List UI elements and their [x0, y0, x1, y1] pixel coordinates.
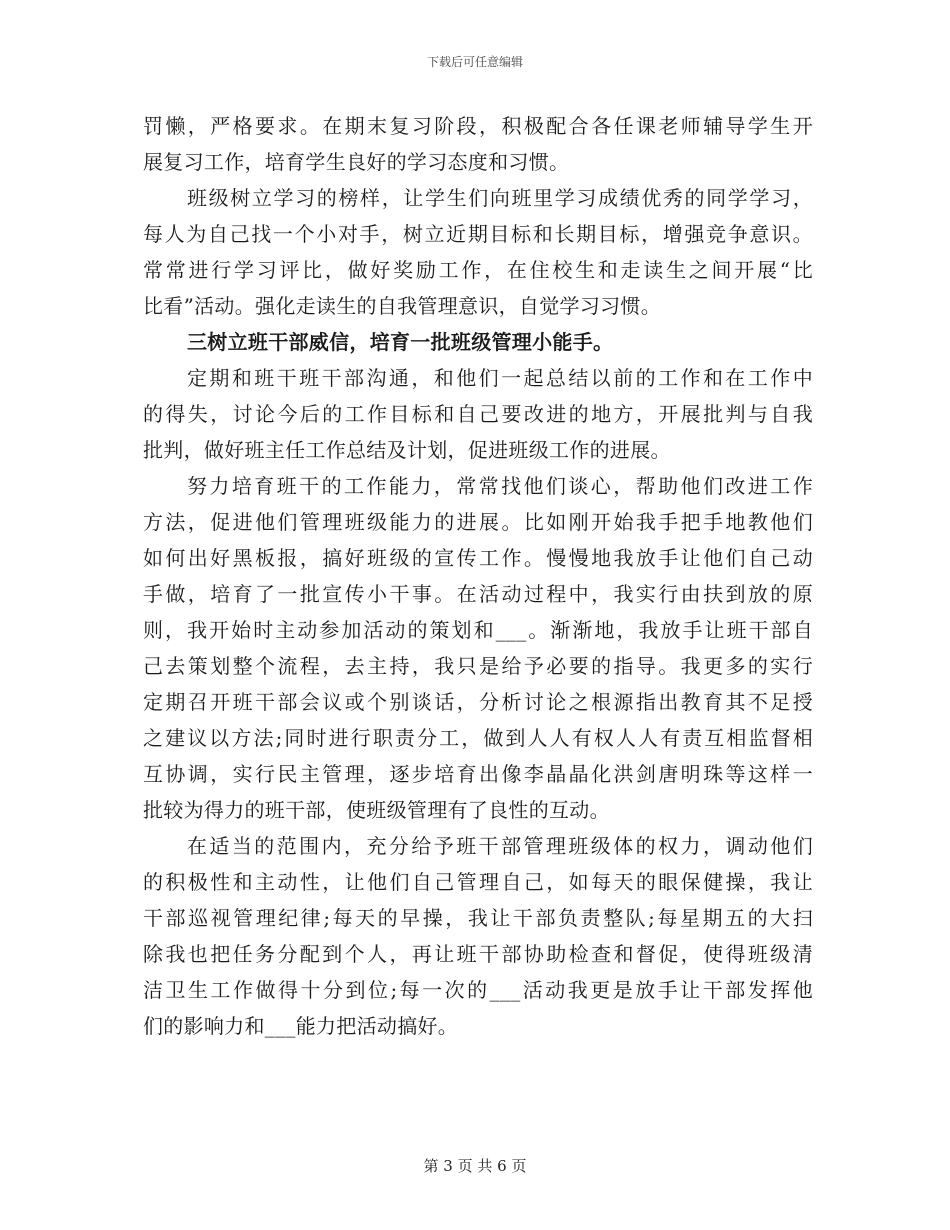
text-line: 手做，培育了一批宣传小干事。在活动过程中，我实行由扶到放的原	[143, 582, 813, 606]
section-heading: 三树立班干部威信，培育一批班级管理小能手。	[187, 330, 614, 354]
text-line: 班级树立学习的榜样，让学生们向班里学习成绩优秀的同学学习，	[187, 186, 813, 210]
text-line: 干部巡视管理纪律;每天的早操，我让干部负责整队;每星期五的大扫	[143, 906, 813, 930]
text-line: 的积极性和主动性，让他们自己管理自己，如每天的眼保健操，我让	[143, 870, 813, 894]
text-line: 己去策划整个流程，去主持，我只是给予必要的指导。我更多的实行	[143, 654, 813, 678]
text-line: 如何出好黑板报，搞好班级的宣传工作。慢慢地我放手让他们自己动	[143, 546, 813, 570]
text-line: 批较为得力的班干部，使班级管理有了良性的互动。	[143, 798, 610, 822]
text-line: 定期和班干班干部沟通，和他们一起总结以前的工作和在工作中	[187, 366, 813, 390]
text-line: 展复习工作，培育学生良好的学习态度和习惯。	[143, 150, 570, 174]
text-line: 方法，促进他们管理班级能力的进展。比如刚开始我手把手地教他们	[143, 510, 813, 534]
text-line: 互协调，实行民主管理，逐步培育出像李晶晶化洪剑唐明珠等这样一	[143, 762, 813, 786]
text-line: 努力培育班干的工作能力，常常找他们谈心，帮助他们改进工作	[187, 474, 813, 498]
page-footer: 第 3 页 共 6 页	[423, 1157, 527, 1175]
text-line: 常常进行学习评比，做好奖励工作，在住校生和走读生之间开展“比	[143, 258, 813, 282]
text-line: 洁卫生工作做得十分到位;每一次的___活动我更是放手让干部发挥他	[143, 978, 813, 1002]
text-line: 定期召开班干部会议或个别谈话，分析讨论之根源指出教育其不足授	[143, 690, 813, 714]
text-line: 则，我开始时主动参加活动的策划和___。渐渐地，我放手让班干部自	[143, 618, 813, 642]
text-line: 之建议以方法;同时进行职责分工，做到人人有权人人有责互相监督相	[143, 726, 813, 750]
text-line: 批判，做好班主任工作总结及计划，促进班级工作的进展。	[143, 438, 671, 462]
page-header: 下载后可任意编辑	[426, 55, 523, 69]
text-line: 除我也把任务分配到个人，再让班干部协助检查和督促，使得班级清	[143, 942, 813, 966]
document-body	[143, 108, 813, 1044]
text-line: 的得失，讨论今后的工作目标和自己要改进的地方，开展批判与自我	[143, 402, 813, 426]
text-line: 们的影响力和___能力把活动搞好。	[143, 1014, 459, 1038]
text-line: 罚懒，严格要求。在期末复习阶段，积极配合各任课老师辅导学生开	[143, 114, 813, 138]
text-line: 在适当的范围内，充分给予班干部管理班级体的权力，调动他们	[187, 834, 813, 858]
text-line: 每人为自己找一个小对手，树立近期目标和长期目标，增强竞争意识。	[143, 222, 813, 246]
text-line: 比看”活动。强化走读生的自我管理意识，自觉学习习惯。	[143, 294, 662, 318]
